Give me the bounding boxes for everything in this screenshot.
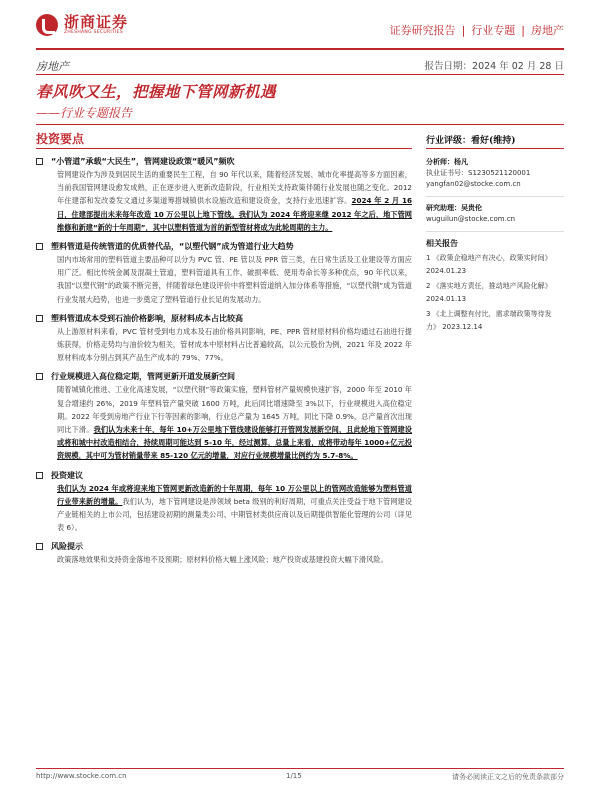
key-point-body: 政策落地效果和支持资金落地不及预期；原材料价格大幅上涨风险；地产投资或基建投资大幅下滑风险。 <box>57 555 388 565</box>
page-number: 1/15 <box>286 772 302 780</box>
related-report-item[interactable]: 2 《落实地方责任，推动地产风险化解》 2024.01.13 <box>426 282 552 303</box>
key-point <box>36 155 412 234</box>
key-point <box>36 469 412 535</box>
main-column <box>36 130 412 573</box>
key-point-heading: 风险提示 <box>51 542 83 552</box>
logo-name: 浙商证券 <box>64 13 129 31</box>
key-point-body: 随着城镇化推进、工业化高速发展，“以塑代钢”等政策实施，塑料管材产量规模快速扩容，2000 年至 2010 年复合增速约 26%，2019 年塑料管产量突破 1600 万吨，此后同比增速降至 3%以下，行业规模进入高位稳定期。2022 年受到房地产行业下行等因素的影响，行业总产量为 1645 万吨，同比下降 0.9%，总产量首次出现同比下滑。我们认为未来十年，每年 10+万公里地下管线建设能够打开管网发展新空间，且此轮地下管网建设或将和城中村改造相结合，持续周期可能达到 5-10 年，经过测算，总量上来看，或将带动每年 1000+亿元投资规模，其中可为管材销量带来 85-120 亿元的增量，对应行业规模增量比例约为 5.7-8%。 <box>57 385 412 461</box>
related-report-item[interactable]: 3 《北上调整有付比，需求端政策等待发力》 2023.12.14 <box>426 310 552 331</box>
tag-separator: | <box>461 23 466 37</box>
company-logo <box>36 14 128 36</box>
footer-disclaimer: 请务必阅读正文之后的免责条款部分 <box>452 773 564 781</box>
key-point-body: 我们认为 2024 年或将迎来地下管网更新改造新的十年周期，每年 10 万公里以上的管网改造能够为塑料管道行业带来新的增量。我们认为，地下管网建设是涉领域 beta 级别的利好周期，可重点关注受益于地下管网建设产业链相关的上市公司，包括建设初期的测量类公司、中期管材类供应商以及后期提供智能化管理的公司（详见表 6）。 <box>57 483 412 533</box>
checkbox-bullet-icon <box>36 158 43 165</box>
tag-separator: | <box>521 23 525 37</box>
header-divider <box>36 48 564 50</box>
subheader <box>36 58 564 72</box>
report-date: 报告日期：2024 年 02 月 28 日 <box>424 61 564 72</box>
key-point <box>36 240 412 306</box>
title-divider <box>36 124 564 125</box>
assistant-email[interactable]: wuguilun@stocke.com.cn <box>426 215 516 223</box>
checkbox-bullet-icon <box>36 243 43 250</box>
key-point-body: 国内市场常用的塑料管道主要品种可以分为 PVC 管、PE 管以及 PPR 管三类，在日常生活及工业建设等方面应用广泛。相比传统金属及混凝土管道，塑料管道具有工作、破损率低、使用寿命长等多种优点，90 年代以来，我国“以塑代钢”的政策不断完善，伴随着绿色建设评价中将塑料管道纳入加分体系等措施，“以塑代钢”成为管道行业发展大趋势，也进一步奠定了塑料管道行业长足的发展动力。 <box>57 255 412 304</box>
key-point <box>36 540 412 566</box>
tag-topic: 行业专题 <box>471 24 516 37</box>
key-point <box>36 312 412 365</box>
key-point-body: 管网建设作为涉及到居民生活的重要民生工程，自 90 年代以来，随着经济发展、城市化率提高等多方面因素，当前我国管网建设愈发成熟，正在逐步进入更新改造阶段，行业相关支持政策伴随行业发展也随之变化。2012 年住建部和发改委发文通过多渠道筹措城镇供水设施改造和建设资金，支持行业迅速扩容。2024 年 2 月 16 日，住建部提出未来每年改造 10 万公里以上地下管线。我们认为 2024 年将迎来继 2012 年之后，地下管网维修和新建“新的十年周期”，其中以塑料管道为首的新型管材将成为此轮周期的主力。 <box>57 170 412 232</box>
analyst-name: 分析师：杨凡 <box>426 158 468 166</box>
side-divider <box>426 148 564 149</box>
page-footer <box>36 770 564 784</box>
page-header <box>36 14 564 48</box>
key-point-emphasis: 我们认为 2024 年或将迎来地下管网更新改造新的十年周期，每年 10 万公里以上的管网改造能够为塑料管道行业带来新的增量。 <box>57 483 412 506</box>
report-title: 春风吹又生，把握地下管网新机遇 <box>36 82 277 101</box>
key-point-emphasis: 2024 年 2 月 16 日，住建部提出未来每年改造 10 万公里以上地下管线。我们认为 2024 年将迎来继 2012 年之后，地下管网维修和新建“新的十年周期”，其中以塑料管道为首的新型管材将成为此轮周期的主力。 <box>57 196 412 232</box>
report-tags <box>390 22 564 38</box>
key-point-heading: “小管道”承载“大民生”，管网建设政策“暖风”频吹 <box>51 157 235 166</box>
tag-sector: 房地产 <box>531 24 564 37</box>
footer-website-link[interactable]: http://www.stocke.com.cn <box>36 772 127 780</box>
analyst-certificate: 执业证书号：S1230521120001 <box>426 169 531 177</box>
related-report-item[interactable]: 1 《政策企稳地产有决心，政策实时间》 2024.01.23 <box>426 254 552 275</box>
checkbox-bullet-icon <box>36 315 43 322</box>
subheader-divider <box>36 74 564 75</box>
key-point <box>36 370 412 462</box>
key-point-heading: 塑料管道是传统管道的优质替代品，“以塑代钢”成为管道行业大趋势 <box>51 242 294 252</box>
key-point-heading: 塑料管道成本受到石油价格影响，原材料成本占比较高 <box>51 313 243 323</box>
section-title: 投资要点 <box>36 132 85 146</box>
key-point-body: 从上游原材料来看，PVC 管材受到电力成本及石油价格具同影响，PE、PPR 管材原材料价格均通过石油进行提炼获得，价格走势均与油价较为相关，管材成本中原材料占比普遍较高，以公元股份为例，2021 年及 2022 年原材料成本分别占到其产品生产成本的 79%、77%。 <box>57 326 412 363</box>
side-thin-divider <box>426 231 564 232</box>
logo-icon <box>36 14 58 36</box>
industry-category: 房地产 <box>36 60 69 73</box>
key-point-heading: 行业规模进入高位稳定期，管网更新开道发展新空间 <box>51 372 235 382</box>
checkbox-bullet-icon <box>36 472 43 479</box>
key-point-heading: 投资建议 <box>51 470 83 480</box>
footer-divider <box>36 768 564 769</box>
logo-english-name: ZHESHANG SECURITIES <box>64 30 123 35</box>
side-column <box>426 130 564 336</box>
assistant-name: 研究助理：吴贵伦 <box>426 204 482 212</box>
related-reports-title: 相关报告 <box>426 239 458 248</box>
key-point-emphasis: 我们认为未来十年，每年 10+万公里地下管线建设能够打开管网发展新空间，且此轮地下管网建设或将和城中村改造相结合，持续周期可能达到 5-10 年，经过测算，总量上来看，或将带动每年 1000+亿元投资规模，其中可为管材销量带来 85-120 亿元的增量，对应行业规模增量比例约为 5.7-8%。 <box>57 425 412 461</box>
checkbox-bullet-icon <box>36 543 43 550</box>
analyst-email[interactable]: yangfan02@stocke.com.cn <box>426 180 521 188</box>
tag-report-type: 证券研究报告 <box>389 24 456 37</box>
section-divider <box>36 148 412 149</box>
side-thin-divider <box>426 196 564 197</box>
checkbox-bullet-icon <box>36 373 43 380</box>
report-subtitle: ——行业专题报告 <box>36 106 133 120</box>
industry-rating: 行业评级：看好(维持) <box>426 136 516 146</box>
